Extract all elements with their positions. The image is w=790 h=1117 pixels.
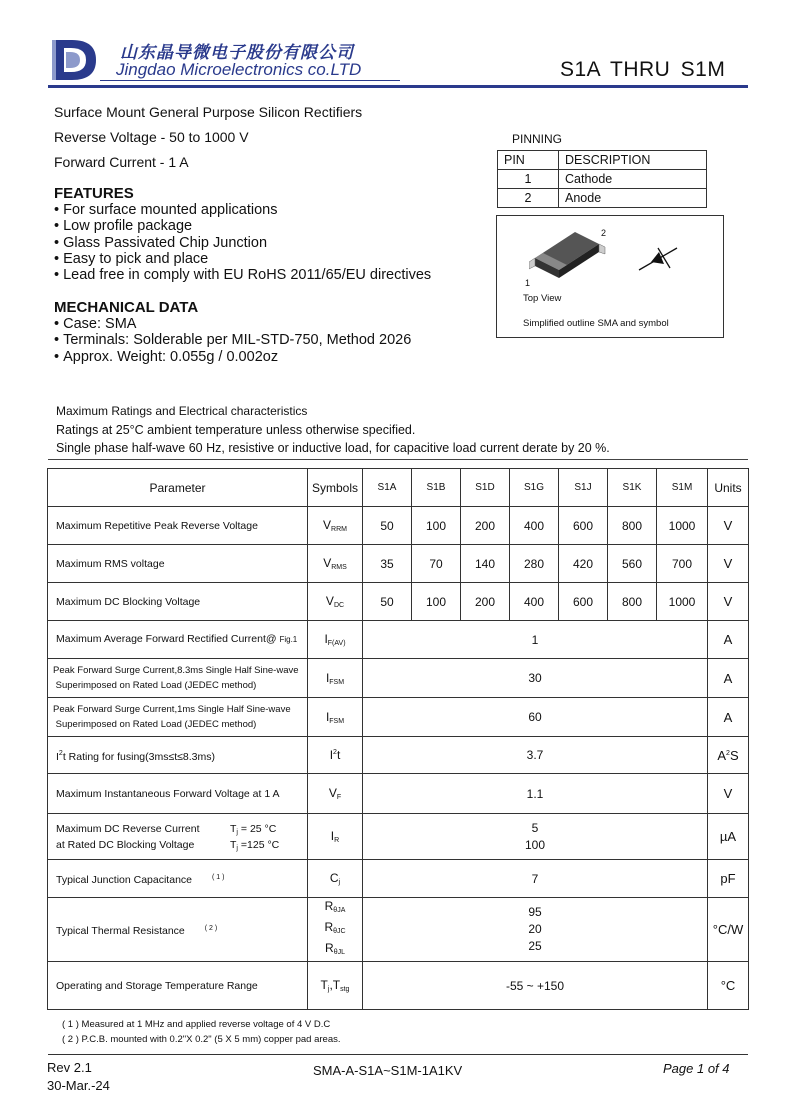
mechanical-item: • Approx. Weight: 0.055g / 0.002oz	[54, 349, 411, 365]
mechanical-title: MECHANICAL DATA	[54, 299, 199, 316]
feature-item: • Easy to pick and place	[54, 251, 431, 267]
value-cell: 95 20 25	[363, 898, 708, 962]
features-list	[54, 202, 431, 283]
table-row	[48, 545, 749, 583]
mechanical-item: • Case: SMA	[54, 316, 411, 332]
table-row	[498, 189, 707, 208]
table-row	[48, 962, 749, 1010]
pin1-label: 1	[525, 278, 531, 288]
pinning-title: PINNING	[512, 132, 563, 146]
pin-number: 1	[498, 170, 559, 189]
value-cell: 100	[412, 583, 461, 621]
value-cell: 560	[608, 545, 657, 583]
ratings-table	[47, 468, 749, 1010]
unit-cell: V	[708, 774, 749, 814]
value-cell: 35	[363, 545, 412, 583]
revision: Rev 2.1	[47, 1060, 92, 1075]
package-caption: Simplified outline SMA and symbol	[523, 318, 669, 329]
pin-description: Anode	[559, 189, 707, 208]
mechanical-list	[54, 316, 411, 365]
param-i2t: $I^2t$ Rating for fusing(3ms≤t≤8.3ms)	[48, 737, 308, 774]
part-header: S1G	[510, 469, 559, 507]
table-row	[48, 737, 749, 774]
value-cell: 100	[412, 507, 461, 545]
value-cell: 60	[363, 698, 708, 737]
description-column-header: DESCRIPTION	[559, 151, 707, 170]
value-cell: 800	[608, 507, 657, 545]
value-cell: 1000	[657, 583, 708, 621]
value-cell: 1000	[657, 507, 708, 545]
param-ir: Maximum DC Reverse Current at Rated DC Blocking Voltage $T_j = 25$ °C $T_j =125$ °C	[48, 814, 308, 860]
pin2-label: 2	[601, 228, 607, 238]
param-thermal-resistance: Typical Thermal Resistance $^{( 2 )}$	[48, 898, 308, 962]
value-cell: 140	[461, 545, 510, 583]
value-cell: 200	[461, 507, 510, 545]
page-number: Page 1 of 4	[663, 1061, 730, 1076]
part-header: S1A	[363, 469, 412, 507]
table-row	[48, 814, 749, 860]
value-cell: 5 100	[363, 814, 708, 860]
value-cell: 50	[363, 507, 412, 545]
feature-item: • Low profile package	[54, 218, 431, 234]
symbol-cell: $R_{\theta JA}$ $R_{\theta JC}$ $R_{\theta JL}$	[308, 898, 363, 962]
param-ifsm-8ms: Peak Forward Surge Current,8.3ms Single Half Sine-wave Superimposed on Rated Load (JEDEC method)	[48, 659, 308, 698]
param-vrrm: Maximum Repetitive Peak Reverse Voltage	[48, 507, 308, 545]
part-header: S1B	[412, 469, 461, 507]
company-logo	[52, 38, 98, 82]
section-rule	[48, 459, 748, 460]
feature-item: • For surface mounted applications	[54, 202, 431, 218]
unit-cell: V	[708, 507, 749, 545]
param-temperature-range: Operating and Storage Temperature Range	[48, 962, 308, 1010]
top-view-label: Top View	[523, 293, 562, 304]
units-header: Units	[708, 469, 749, 507]
unit-cell: A	[708, 621, 749, 659]
unit-cell: V	[708, 545, 749, 583]
header-rule	[48, 85, 748, 88]
symbol-cell: $T_j,T_{stg}$	[308, 962, 363, 1010]
value-cell: 7	[363, 860, 708, 898]
table-row	[498, 170, 707, 189]
symbol-cell: $I_{FSM}$	[308, 698, 363, 737]
pin-column-header: PIN	[498, 151, 559, 170]
document-number: SMA-A-S1A~S1M-1A1KV	[313, 1063, 463, 1078]
value-cell: 70	[412, 545, 461, 583]
features-title: FEATURES	[54, 185, 134, 202]
part-title: S1A THRU S1M	[560, 58, 726, 81]
symbol-cell: $I_{FSM}$	[308, 659, 363, 698]
part-header: S1J	[559, 469, 608, 507]
unit-cell: pF	[708, 860, 749, 898]
value-cell: 700	[657, 545, 708, 583]
param-vf: Maximum Instantaneous Forward Voltage at 1 A	[48, 774, 308, 814]
param-vdc: Maximum DC Blocking Voltage	[48, 583, 308, 621]
value-cell: 800	[608, 583, 657, 621]
feature-item: • Lead free in comply with EU RoHS 2011/65/EU directives	[54, 267, 431, 283]
mechanical-item: • Terminals: Solderable per MIL-STD-750, Method 2026	[54, 332, 411, 348]
header-underline	[100, 80, 400, 81]
revision-date: 30-Mar.-24	[47, 1078, 110, 1093]
company-name-cn: 山东晶导微电子股份有限公司	[120, 43, 354, 62]
table-row	[48, 860, 749, 898]
value-cell: 400	[510, 583, 559, 621]
part-header: S1K	[608, 469, 657, 507]
value-cell: 400	[510, 507, 559, 545]
company-name-en: Jingdao Microelectronics co.LTD	[116, 60, 362, 79]
symbol-cell: $V_{RMS}$	[308, 545, 363, 583]
ratings-note-ambient: Ratings at 25°C ambient temperature unless otherwise specified.	[56, 423, 416, 437]
parameter-header: Parameter	[48, 469, 308, 507]
param-cj: Typical Junction Capacitance $^{( 1 )}$	[48, 860, 308, 898]
unit-cell: µA	[708, 814, 749, 860]
unit-cell: A	[708, 659, 749, 698]
unit-cell: V	[708, 583, 749, 621]
symbol-cell: $I_{F(AV)}$	[308, 621, 363, 659]
param-ifsm-1ms: Peak Forward Surge Current,1ms Single Half Sine-wave Superimposed on Rated Load (JEDEC method)	[48, 698, 308, 737]
footer-rule	[48, 1054, 748, 1055]
reverse-voltage-line: Reverse Voltage - 50 to 1000 V	[54, 129, 249, 145]
table-row	[48, 898, 749, 962]
table-header-row	[48, 469, 749, 507]
unit-cell: °C/W	[708, 898, 749, 962]
unit-cell: $A^2S$	[708, 737, 749, 774]
pin-number: 2	[498, 189, 559, 208]
symbols-header: Symbols	[308, 469, 363, 507]
package-outline-box	[496, 215, 724, 338]
symbol-cell: $C_j$	[308, 860, 363, 898]
value-cell: 30	[363, 659, 708, 698]
value-cell: 420	[559, 545, 608, 583]
sma-package-icon	[529, 222, 609, 282]
product-description: Surface Mount General Purpose Silicon Rectifiers	[54, 104, 363, 120]
value-cell: 50	[363, 583, 412, 621]
feature-item: • Glass Passivated Chip Junction	[54, 235, 431, 251]
pin-description: Cathode	[559, 170, 707, 189]
symbol-cell: $V_{RRM}$	[308, 507, 363, 545]
table-row	[48, 774, 749, 814]
param-ifav: Maximum Average Forward Rectified Current@ Fig.1	[48, 621, 308, 659]
symbol-cell: $I^2t$	[308, 737, 363, 774]
symbol-cell: $I_R$	[308, 814, 363, 860]
value-cell: 1.1	[363, 774, 708, 814]
value-cell: 3.7	[363, 737, 708, 774]
value-cell: 280	[510, 545, 559, 583]
table-row	[48, 507, 749, 545]
pinning-table	[497, 150, 707, 208]
unit-cell: A	[708, 698, 749, 737]
value-cell: 600	[559, 583, 608, 621]
table-row	[48, 621, 749, 659]
table-row	[48, 698, 749, 737]
ratings-title: Maximum Ratings and Electrical characteristics	[56, 404, 308, 418]
value-cell: -55 ~ +150	[363, 962, 708, 1010]
table-row	[48, 583, 749, 621]
value-cell: 200	[461, 583, 510, 621]
diode-symbol-icon	[637, 242, 681, 276]
footnote: ( 1 ) Measured at 1 MHz and applied reverse voltage of 4 V D.C	[62, 1019, 331, 1030]
symbol-cell: $V_F$	[308, 774, 363, 814]
part-header: S1M	[657, 469, 708, 507]
part-header: S1D	[461, 469, 510, 507]
footnote: ( 2 ) P.C.B. mounted with 0.2"X 0.2" (5 X 5 mm) copper pad areas.	[62, 1034, 341, 1045]
symbol-cell: $V_{DC}$	[308, 583, 363, 621]
value-cell: 1	[363, 621, 708, 659]
param-vrms: Maximum RMS voltage	[48, 545, 308, 583]
value-cell: 600	[559, 507, 608, 545]
ratings-note-load: Single phase half-wave 60 Hz, resistive or inductive load, for capacitive load current derate by 20 %.	[56, 441, 610, 455]
forward-current-line: Forward Current - 1 A	[54, 154, 189, 170]
unit-cell: °C	[708, 962, 749, 1010]
table-row	[48, 659, 749, 698]
